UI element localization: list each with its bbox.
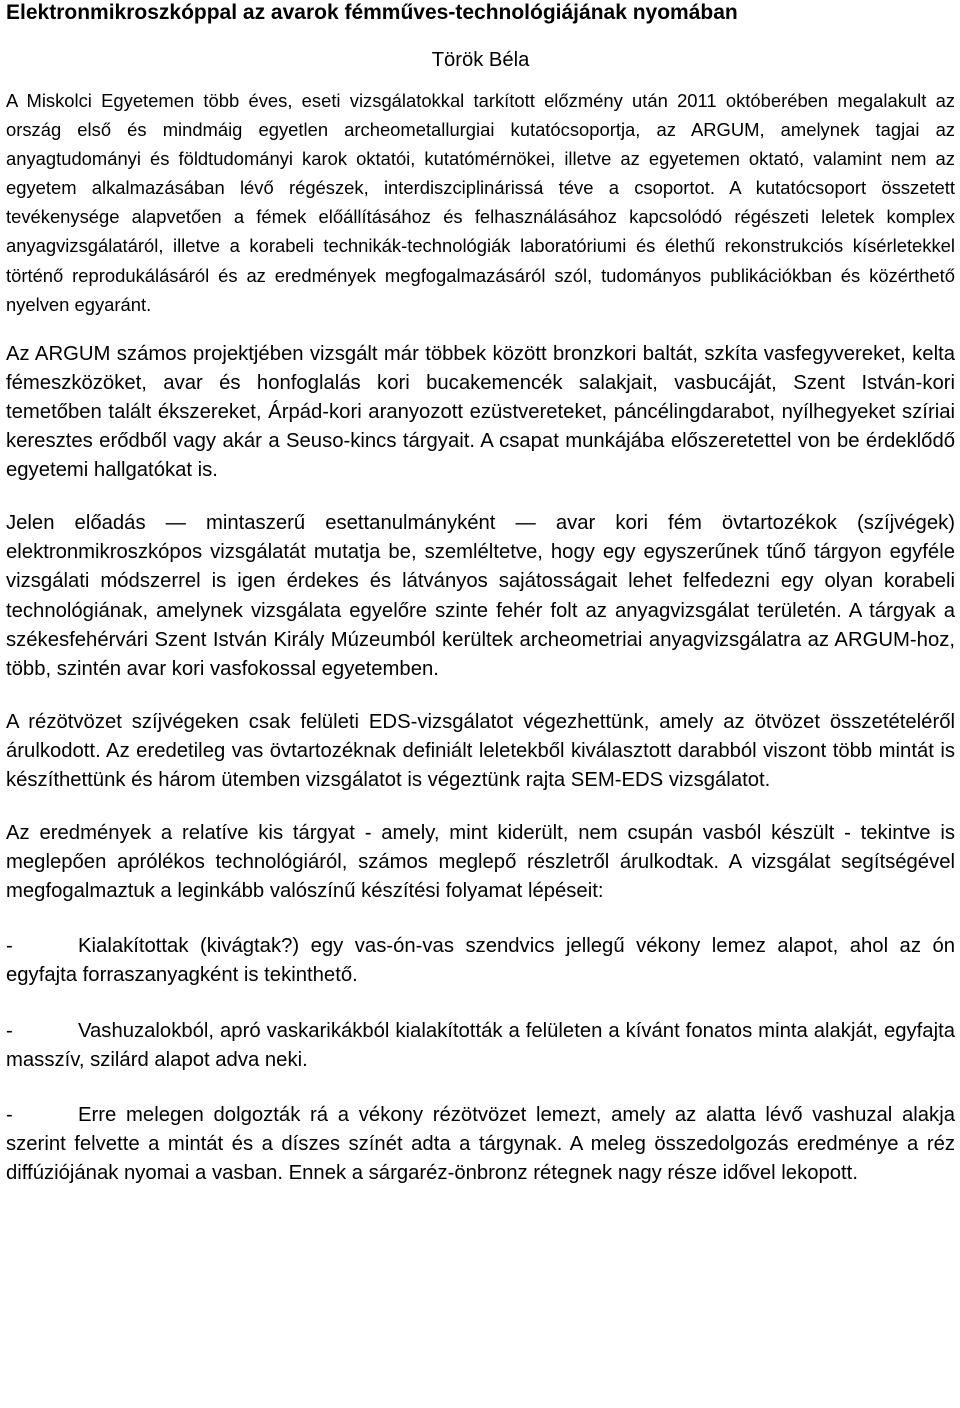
body-paragraph-2: Jelen előadás — mintaszerű esettanulmányként — avar kori fém övtartozékok (szíjvégek) elektronmikroszkópos vizsgálatát mutatja be, szemléltetve, hogy egy egyszerűnek tűnő tárgyon egyféle vizsgálati módszerrel is igen érdekes és látványos sajátosságait lehet felfedezni egy olyan korabeli technológiának, amelynek vizsgálata egyelőre szinte fehér folt az anyagvizsgálat területén. A tárgyak a székesfehérvári Szent István Király Múzeumból kerültek archeometriai anyagvizsgálatra az ARGUM-hoz, több, szintén avar kori vasfokossal egyetemben.: [6, 512, 955, 680]
list-item-text: Erre melegen dolgozták rá a vékony rézötvözet lemezt, amely az alatta lévő vashuzal alakja szerint felvette a mintát és a díszes színét adta a tárgynak. A meleg összedolgozás eredménye a réz diffúziójának nyomai a vasban. Ennek a sárgaréz-önbronz rétegnek nagy része idővel lekopott.: [6, 1103, 955, 1184]
body-paragraph-1: Az ARGUM számos projektjében vizsgált már többek között bronzkori baltát, szkíta vasfegyvereket, kelta fémeszközöket, avar és honfoglalás kori bucakemencék salakjait, vasbucáját, Szent István-kori temetőben talált ékszereket, Árpád-kori aranyozott ezüstvereteket, páncélingdarabot, nyílhegyeket szíriai keresztes erődből vagy akár a Seuso-kincs tárgyait. A csapat munkájába előszeretettel von be érdeklődő egyetemi hallgatókat is.: [6, 342, 955, 482]
list-marker: -: [6, 1103, 13, 1126]
body-paragraph-3: A rézötvözet szíjvégeken csak felületi EDS-vizsgálatot végezhettünk, amely az ötvözet összetételéről árulkodott. Az eredetileg vas övtartozéknak definiált leletekből kiválasztott darabból viszont több mintát is készíthettünk és három ütemben vizsgálatot is végeztünk rajta SEM-EDS vizsgálatot.: [6, 710, 955, 791]
list-item-2: [6, 1017, 955, 1075]
list-item-1: [6, 932, 955, 990]
document-page: [6, 0, 955, 1188]
list-item-text: Kialakítottak (kivágtak?) egy vas-ón-vas szendvics jellegű vékony lemez alapot, ahol az ón egyfajta forraszanyagként is tekinthető.: [6, 935, 955, 987]
body-paragraph-4: Az eredmények a relatíve kis tárgyat - amely, mint kiderült, nem csupán vasból készült - tekintve is meglepően aprólékos technológiáról, számos meglepő részletről árulkodtak. A vizsgálat segítségével megfogalmaztuk a leginkább valószínű készítési folyamat lépéseit:: [6, 822, 955, 903]
list-item-3: [6, 1101, 955, 1188]
list-item-text: Vashuzalokból, apró vaskarikákból kialakították a felületen a kívánt fonatos minta alakját, egyfajta masszív, szilárd alapot adva neki.: [6, 1019, 955, 1071]
document-title: Elektronmikroszkóppal az avarok fémműves-technológiájának nyomában: [6, 1, 738, 24]
list-marker: -: [6, 935, 13, 958]
author-name: Török Béla: [431, 49, 530, 71]
lead-paragraph: A Miskolci Egyetemen több éves, eseti vizsgálatokkal tarkított előzmény után 2011 októberében megalakult az ország első és mindmáig egyetlen archeometallurgiai kutatócsoportja, az ARGUM, amelynek tagjai az anyagtudományi és földtudományi karok oktatói, kutatómérnökei, illetve az egyetemen oktató, valamint nem az egyetem alkalmazásában lévő régészek, interdiszciplinárissá téve a csoportot. A kutatócsoport összetett tevékenysége alapvetően a fémek előállításához és felhasználásához kapcsolódó régészeti leletek komplex anyagvizsgálatáról, illetve a korabeli technikák-technológiák laboratóriumi és élethű rekonstrukciós kísérletekkel történő reprodukálásáról és az eredmények megfogalmazásáról szól, tudományos publikációkban és közérthető nyelven egyaránt.: [6, 90, 955, 315]
list-marker: -: [6, 1019, 13, 1042]
